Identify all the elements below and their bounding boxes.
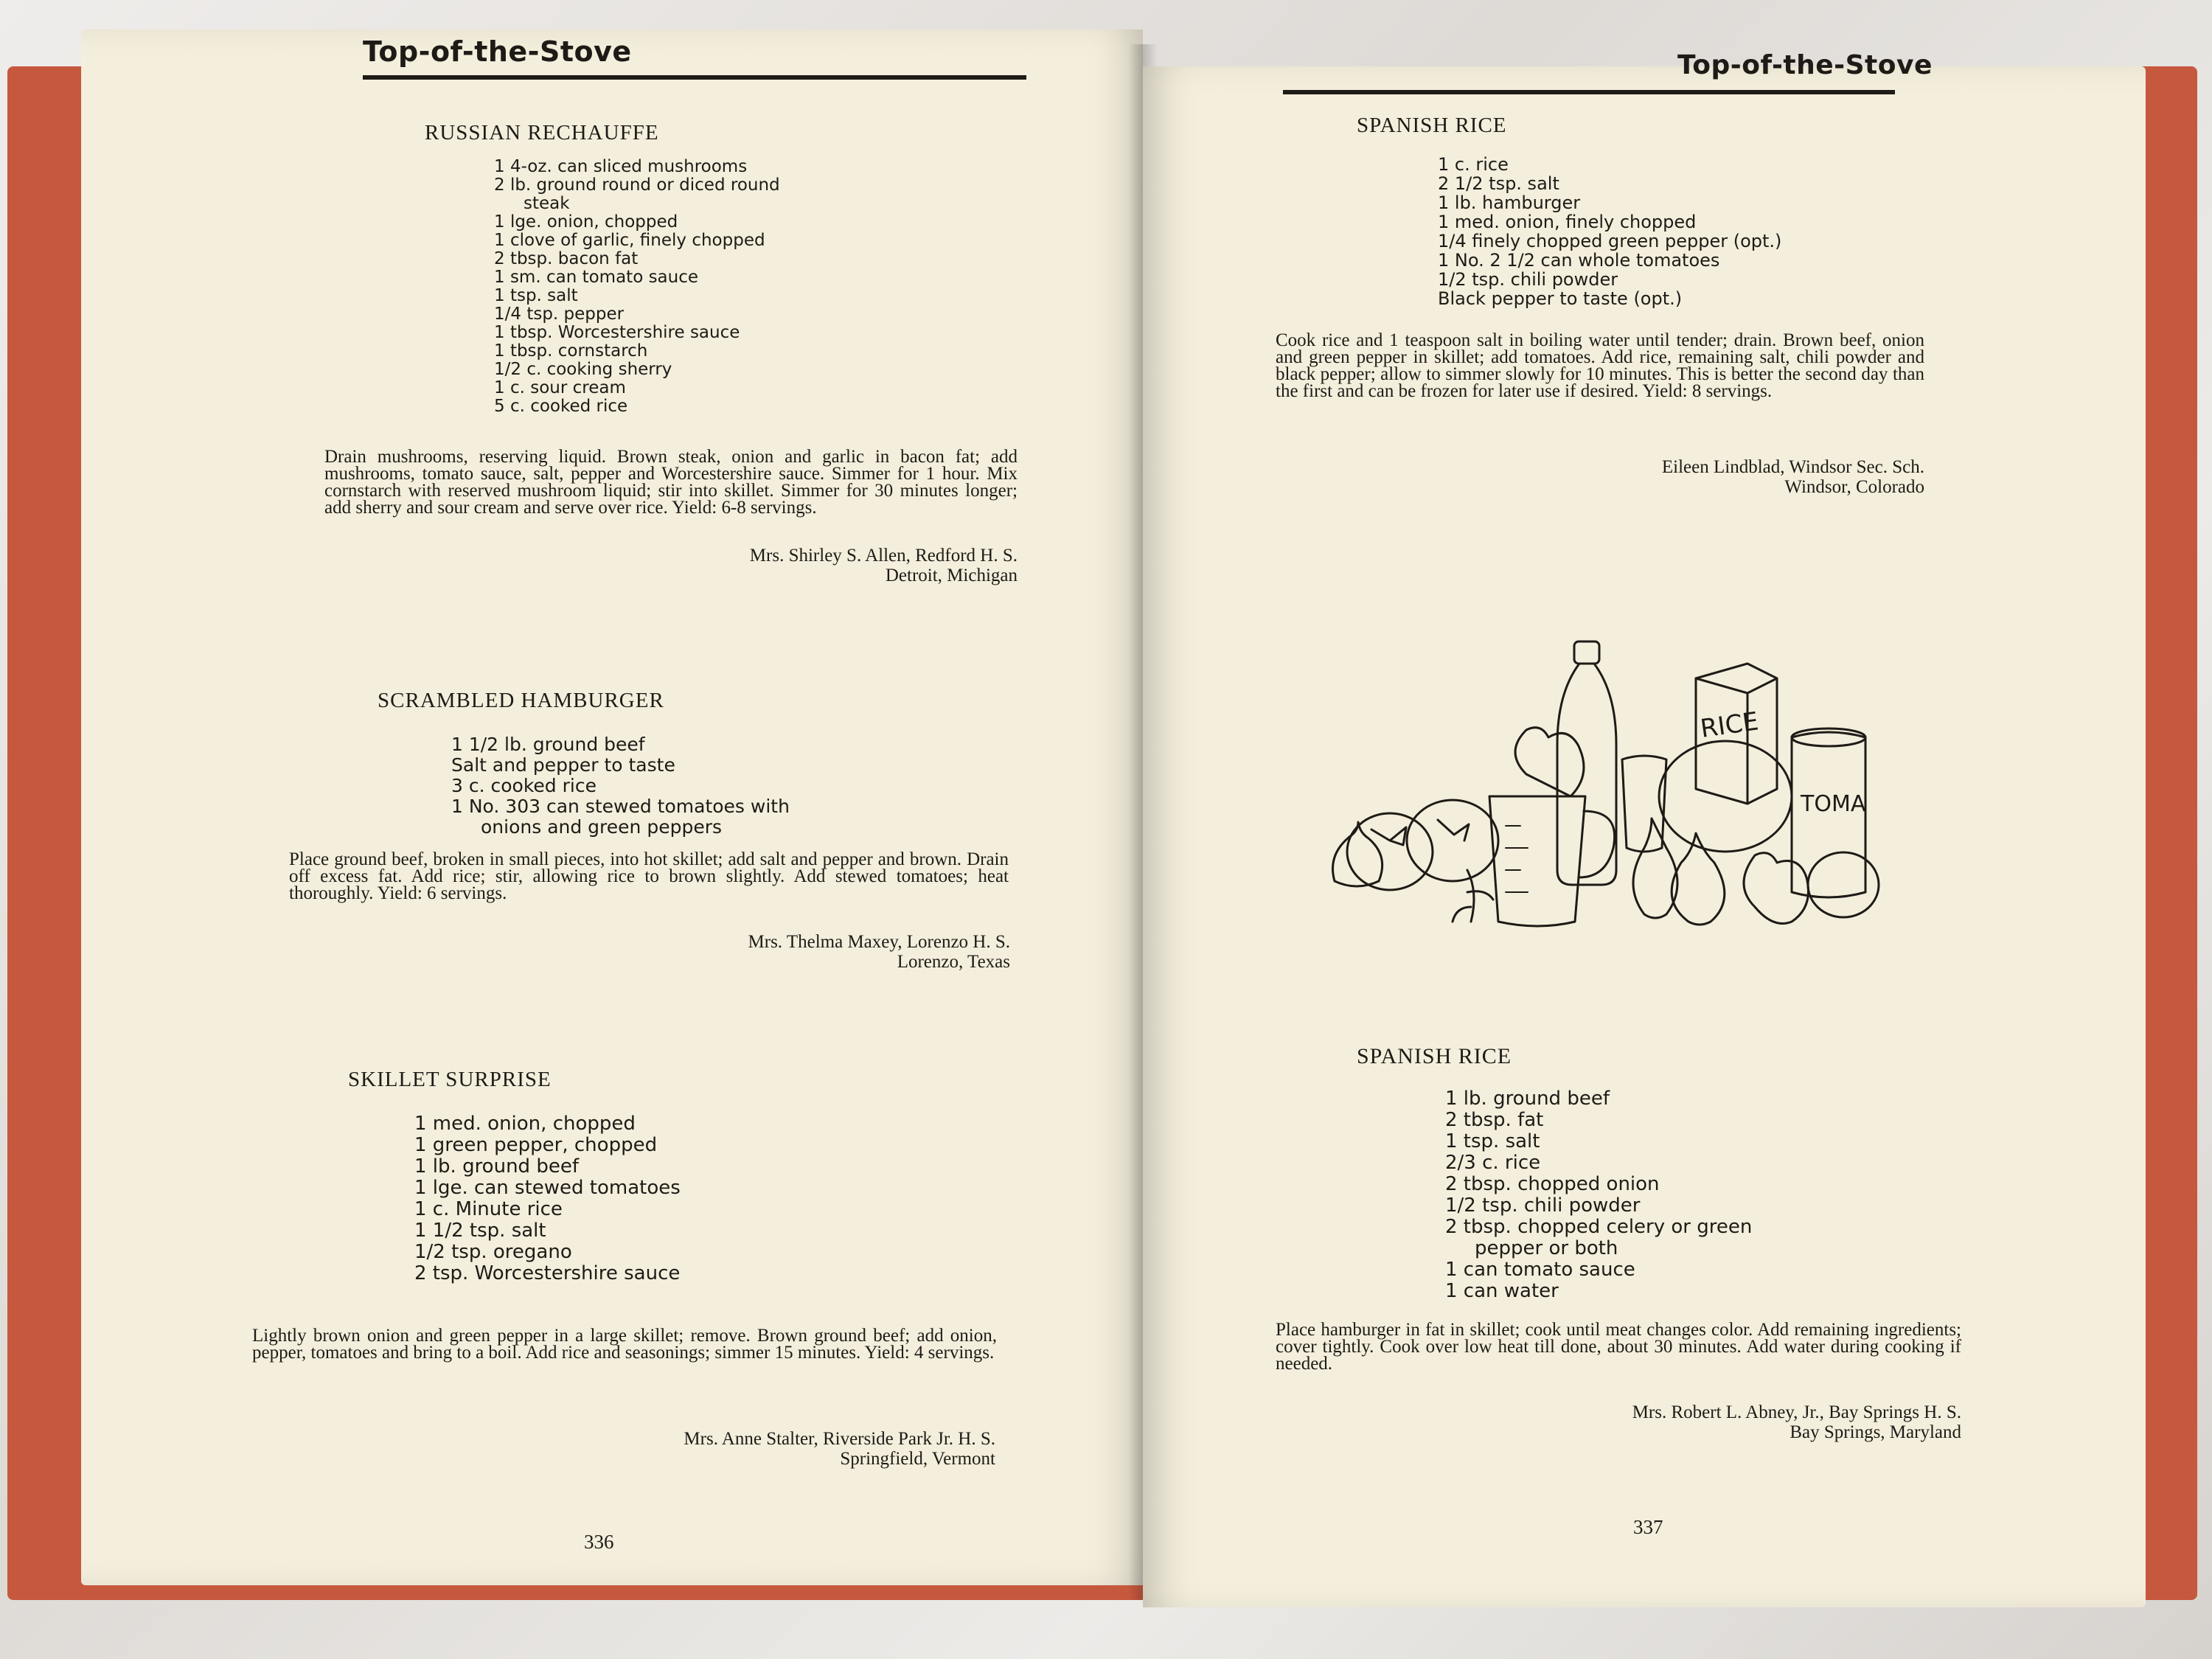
ingredient: 1 tsp. salt <box>494 286 578 305</box>
ingredient-list <box>1445 1088 1752 1302</box>
running-header: Top-of-the-Stove <box>363 35 632 68</box>
recipe-title: SCRAMBLED HAMBURGER <box>378 689 664 712</box>
pepper-icon <box>1744 853 1809 924</box>
recipe-directions: Place hamburger in fat in skillet; cook until meat changes color. Add remaining ingredients; cover tightly. Cook over low heat till done, about 30 minutes. Add water during cooking if needed. <box>1276 1320 1961 1374</box>
ingredient: 1 med. onion, finely chopped <box>1438 212 1697 232</box>
ingredient: 1 can tomato sauce <box>1445 1259 1635 1281</box>
credit-place: Windsor, Colorado <box>1784 477 1924 497</box>
ingredient-list <box>451 734 790 838</box>
recipe-directions: Cook rice and 1 teaspoon salt in boiling water until tender; drain. Brown beef, onion and green pepper in skillet; add tomatoes. Add rice, remaining salt, chili powder and black pepper; allow to simmer slowly for 10 minutes. This is better the second day than the first and can be frozen for later use if desired. Yield: 8 servings. <box>1276 330 1924 401</box>
recipe-credit <box>1482 457 1924 497</box>
credit-place: Bay Springs, Maryland <box>1790 1422 1961 1442</box>
credit-place: Lorenzo, Texas <box>897 952 1010 972</box>
tomato-can-label: TOMA <box>1801 791 1866 817</box>
ingredient: 1/2 tsp. chili powder <box>1445 1194 1641 1217</box>
credit-name: Eileen Lindblad, Windsor Sec. Sch. <box>1661 457 1924 477</box>
recipe-directions: Lightly brown onion and green pepper in a large skillet; remove. Brown ground beef; add onion, pepper, tomatoes and bring to a boil. Add rice and seasonings; simmer 15 minutes. Yield: 4 servings. <box>252 1326 997 1363</box>
ingredient: 1 lb. hamburger <box>1438 192 1581 213</box>
ingredient: 5 c. cooked rice <box>494 397 628 416</box>
ingredient: 1 sm. can tomato sauce <box>494 268 699 287</box>
ingredient: Black pepper to taste (opt.) <box>1438 288 1683 309</box>
tomato-icon <box>1347 813 1433 890</box>
credit-name: Mrs. Thelma Maxey, Lorenzo H. S. <box>748 932 1010 952</box>
tomato-icon <box>1808 852 1879 917</box>
tomato-icon <box>1407 800 1498 881</box>
ingredient: 1 No. 2 1/2 can whole tomatoes <box>1438 250 1720 271</box>
recipe-credit <box>1482 1402 1961 1442</box>
header-rule <box>363 75 1026 80</box>
header-rule <box>1283 90 1895 94</box>
ingredient: steak <box>524 194 570 213</box>
ingredient: 1 green pepper, chopped <box>414 1134 658 1156</box>
left-page <box>81 29 1143 1585</box>
ingredient: 1 c. sour cream <box>494 378 626 397</box>
recipe-title: RUSSIAN RECHAUFFE <box>425 121 659 145</box>
recipe-credit <box>553 1429 995 1469</box>
credit-place: Detroit, Michigan <box>885 566 1018 585</box>
ingredient: 1 lge. onion, chopped <box>494 212 678 232</box>
pepper-grinder-icon <box>1574 641 1599 664</box>
ingredient: 1/4 finely chopped green pepper (opt.) <box>1438 231 1782 251</box>
ingredient: 2/3 c. rice <box>1445 1152 1541 1174</box>
ingredient: 2 tbsp. chopped celery or green <box>1445 1216 1753 1238</box>
ingredient: 1 tbsp. cornstarch <box>494 341 648 361</box>
ingredient: 2 tbsp. chopped onion <box>1445 1173 1660 1195</box>
ingredient: 1 c. rice <box>1438 154 1509 175</box>
recipe-title: SPANISH RICE <box>1357 114 1507 137</box>
ingredient-list <box>414 1113 681 1284</box>
ingredient: 1 4-oz. can sliced mushrooms <box>494 157 748 176</box>
ingredient: 1 tbsp. Worcestershire sauce <box>494 323 740 342</box>
credit-name: Mrs. Robert L. Abney, Jr., Bay Springs H. S. <box>1632 1402 1961 1422</box>
kitchen-still-life-illustration <box>1312 627 1873 936</box>
recipe-directions: Drain mushrooms, reserving liquid. Brown steak, onion and garlic in bacon fat; add mushrooms, tomato sauce, salt, pepper and Worcestershire sauce. Simmer for 1 hour. Mix cornstarch with reserved mushroom liquid; stir into skillet. Simmer for 30 minutes longer; add sherry and sour cream and serve over rice. Yield: 6-8 servings. <box>324 447 1018 518</box>
ingredient: 2 lb. ground round or diced round <box>494 175 780 195</box>
ingredient: 1 tsp. salt <box>1445 1130 1540 1152</box>
recipe-title: SKILLET SURPRISE <box>348 1068 552 1091</box>
ingredient: 1 can water <box>1445 1280 1559 1302</box>
ingredient-list <box>1438 155 1781 308</box>
recipe-directions: Place ground beef, broken in small pieces, into hot skillet; add salt and pepper and brown. Drain off excess fat. Add rice; stir, allowing rice to brown slightly. Add stewed tomatoes; heat thoroughly. Yield: 6 servings. <box>289 849 1009 903</box>
ingredient: 2 tsp. Worcestershire sauce <box>414 1262 681 1284</box>
ingredient: 1/2 tsp. chili powder <box>1438 269 1618 290</box>
ingredient: 3 c. cooked rice <box>451 775 597 796</box>
ingredient: 1 clove of garlic, finely chopped <box>494 231 765 250</box>
credit-place: Springfield, Vermont <box>840 1449 995 1469</box>
ingredient: 1 lge. can stewed tomatoes <box>414 1177 681 1199</box>
ingredient: 2 tbsp. fat <box>1445 1109 1544 1131</box>
page-number: 337 <box>1633 1516 1663 1538</box>
rice-box-label: RICE <box>1698 706 1761 744</box>
ingredient: 1 1/2 tsp. salt <box>414 1220 546 1242</box>
ingredient: 1 c. Minute rice <box>414 1198 563 1220</box>
ingredient: Salt and pepper to taste <box>451 754 675 776</box>
running-header: Top-of-the-Stove <box>1677 50 1933 80</box>
ingredient: 1 lb. ground beef <box>1445 1088 1610 1110</box>
recipe-title: SPANISH RICE <box>1357 1044 1512 1068</box>
ingredient: 1 No. 303 can stewed tomatoes with <box>451 796 790 817</box>
page-number: 336 <box>584 1531 614 1553</box>
credit-name: Mrs. Anne Stalter, Riverside Park Jr. H. S. <box>684 1429 995 1449</box>
ingredient: 1 med. onion, chopped <box>414 1113 636 1135</box>
measuring-cup-icon <box>1489 796 1585 926</box>
ingredient: 1/4 tsp. pepper <box>494 305 625 324</box>
ingredient: 1/2 tsp. oregano <box>414 1241 572 1263</box>
garlic-icon <box>1633 818 1677 918</box>
ingredient: pepper or both <box>1475 1237 1618 1259</box>
ingredient: 1/2 c. cooking sherry <box>494 360 672 379</box>
recipe-credit <box>582 932 1010 972</box>
ingredient: 1 lb. ground beef <box>414 1155 579 1178</box>
ingredient-list <box>494 158 780 416</box>
green-pepper-icon <box>1515 728 1584 796</box>
recipe-credit <box>597 546 1018 585</box>
ingredient: 1 1/2 lb. ground beef <box>451 734 645 755</box>
credit-name: Mrs. Shirley S. Allen, Redford H. S. <box>749 546 1018 566</box>
right-page <box>1143 50 2146 1607</box>
ingredient: 2 tbsp. bacon fat <box>494 249 639 268</box>
ingredient: 2 1/2 tsp. salt <box>1438 173 1559 194</box>
ingredient: onions and green peppers <box>481 816 723 838</box>
